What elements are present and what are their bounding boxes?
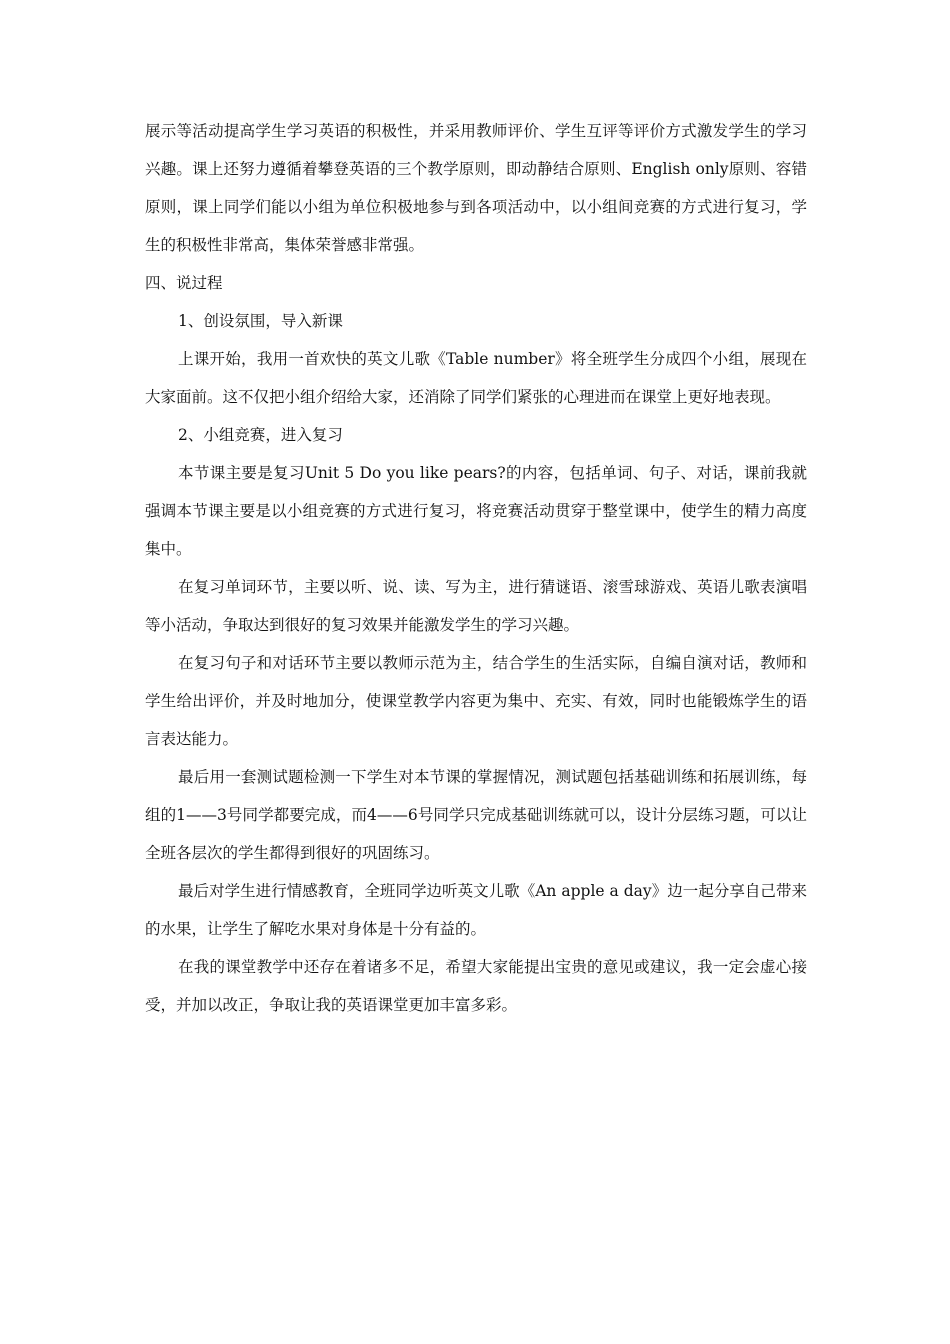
paragraph-review-content: 本节课主要是复习Unit 5 Do you like pears?的内容，包括单词、句子、对话，课前我就强调本节课主要是以小组竞赛的方式进行复习，将竞赛活动贯穿于整堂课中，使学生的精力高度集中。 [145,464,807,558]
subheading-create-atmosphere: 1、创设氛围，导入新课 [178,312,343,330]
document-body [145,112,807,1024]
paragraph-conclusion: 在我的课堂教学中还存在着诸多不足，希望大家能提出宝贵的意见或建议，我一定会虚心接受，并加以改正，争取让我的英语课堂更加丰富多彩。 [145,958,807,1014]
paragraph-word-review: 在复习单词环节，主要以听、说、读、写为主，进行猜谜语、滚雪球游戏、英语儿歌表演唱等小活动，争取达到很好的复习效果并能激发学生的学习兴趣。 [145,578,807,634]
paragraph-sentence-review: 在复习句子和对话环节主要以教师示范为主，结合学生的生活实际，自编自演对话，教师和学生给出评价，并及时地加分，使课堂教学内容更为集中、充实、有效，同时也能锻炼学生的语言表达能力。 [145,654,807,748]
paragraph-class-start: 上课开始，我用一首欢快的英文儿歌《Table number》将全班学生分成四个小组，展现在大家面前。这不仅把小组介绍给大家，还消除了同学们紧张的心理进而在课堂上更好地表现。 [145,350,807,406]
paragraph-emotion-education: 最后对学生进行情感教育，全班同学边听英文儿歌《An apple a day》边一起分享自己带来的水果，让学生了解吃水果对身体是十分有益的。 [145,882,807,938]
section-heading-process: 四、说过程 [145,274,223,292]
paragraph-test: 最后用一套测试题检测一下学生对本节课的掌握情况，测试题包括基础训练和拓展训练，每组的1——3号同学都要完成，而4——6号同学只完成基础训练就可以，设计分层练习题，可以让全班各层次的学生都得到很好的巩固练习。 [145,768,807,862]
subheading-group-competition: 2、小组竞赛，进入复习 [178,426,343,444]
paragraph-continuation: 展示等活动提高学生学习英语的积极性，并采用教师评价、学生互评等评价方式激发学生的学习兴趣。课上还努力遵循着攀登英语的三个教学原则，即动静结合原则、English only原则、容错原则，课上同学们能以小组为单位积极地参与到各项活动中，以小组间竞赛的方式进行复习，学生的积极性非常高，集体荣誉感非常强。 [145,122,807,254]
